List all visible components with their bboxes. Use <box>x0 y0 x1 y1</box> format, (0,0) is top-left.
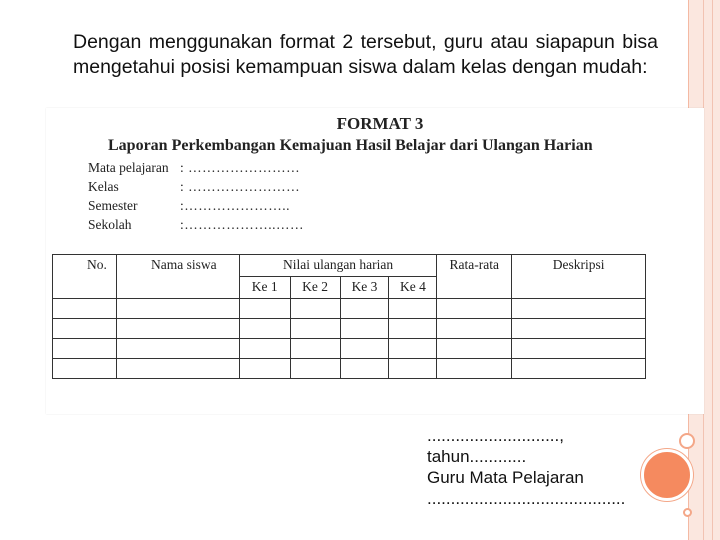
header-ke-3: Ke 3 <box>340 277 389 299</box>
header-ke-2: Ke 2 <box>290 277 340 299</box>
field-semester: Semester :………………….. <box>88 198 291 213</box>
decorative-circle <box>683 508 692 517</box>
header-ke-1: Ke 1 <box>239 277 290 299</box>
header-ke-4: Ke 4 <box>389 277 437 299</box>
signature-name-line: .......................................... <box>427 489 626 508</box>
format-title: FORMAT 3 <box>336 114 424 133</box>
signature-year: tahun............ <box>427 447 527 466</box>
table-row <box>53 299 646 319</box>
field-kelas: Kelas : …………………… <box>88 179 301 194</box>
header-nilai-ulangan: Nilai ulangan harian <box>239 255 437 277</box>
field-sekolah: Sekolah :………………..…… <box>88 217 305 232</box>
signature-place-date: ............................, <box>427 426 564 445</box>
report-table <box>52 254 646 379</box>
header-rata-rata: Rata-rata <box>437 255 512 299</box>
decorative-line <box>712 0 713 540</box>
header-nama-siswa: Nama siswa <box>116 255 239 299</box>
decorative-circle <box>679 433 695 449</box>
header-deskripsi: Deskripsi <box>512 255 646 299</box>
table-row <box>53 319 646 339</box>
table-row <box>53 339 646 359</box>
report-heading: Laporan Perkembangan Kemajuan Hasil Belajar dari Ulangan Harian <box>108 137 593 154</box>
intro-paragraph: Dengan menggunakan format 2 tersebut, guru atau siapapun bisa mengetahui posisi kemampuan siswa dalam kelas dengan mudah: <box>73 31 658 78</box>
header-no: No. <box>53 255 117 299</box>
report-format-image <box>46 108 704 414</box>
signature-role: Guru Mata Pelajaran <box>427 468 584 487</box>
signature-block <box>427 425 625 509</box>
field-mata-pelajaran: Mata pelajaran : …………………… <box>88 160 301 175</box>
decorative-circle <box>641 449 693 501</box>
table-row <box>53 359 646 379</box>
